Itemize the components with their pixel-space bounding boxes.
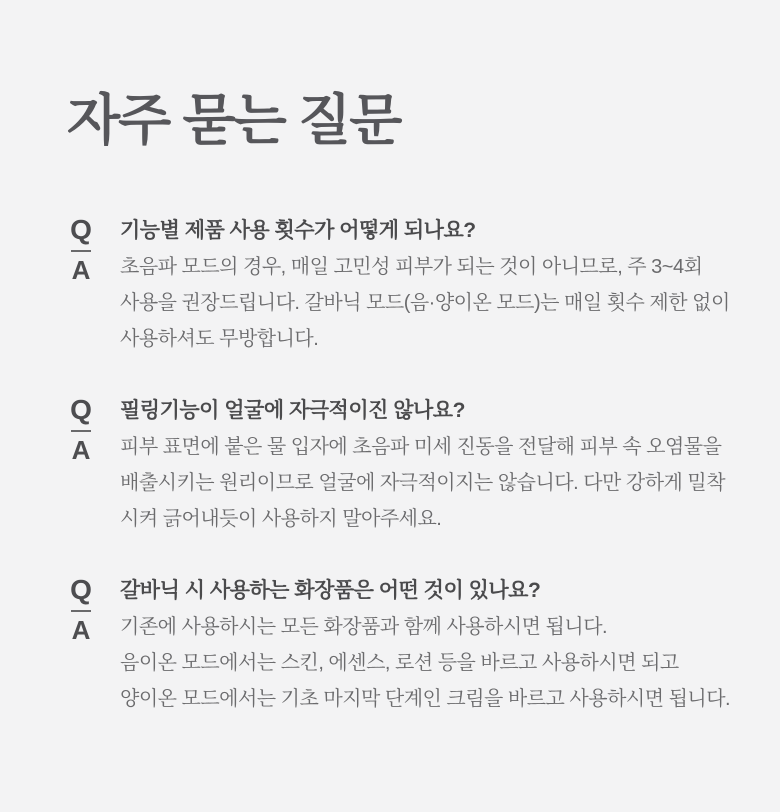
faq-item-3 <box>64 573 780 717</box>
answer-line: 사용을 권장드립니다. 갈바닉 모드(음·양이온 모드)는 매일 횟수 제한 없이 <box>120 291 730 314</box>
qa-content <box>120 393 730 537</box>
faq-item-2 <box>64 393 780 537</box>
qa-divider-line <box>71 430 91 432</box>
a-letter: A <box>71 614 91 645</box>
q-letter: Q <box>70 393 92 425</box>
a-letter: A <box>71 434 91 465</box>
faq-question: 갈바닉 시 사용하는 화장품은 어떤 것이 있나요? <box>120 578 541 602</box>
qa-divider-line <box>71 610 91 612</box>
faq-question: 기능별 제품 사용 횟수가 어떻게 되나요? <box>120 218 476 242</box>
answer-line: 초음파 모드의 경우, 매일 고민성 피부가 되는 것이 아니므로, 주 3~4회 <box>120 255 703 278</box>
qa-content <box>120 573 730 717</box>
answer-line: 음이온 모드에서는 스킨, 에센스, 로션 등을 바르고 사용하시면 되고 <box>120 651 679 674</box>
a-letter: A <box>71 254 91 285</box>
faq-answer <box>120 609 730 717</box>
answer-line: 시켜 긁어내듯이 사용하지 말아주세요. <box>120 507 442 530</box>
answer-line: 기존에 사용하시는 모든 화장품과 함께 사용하시면 됩니다. <box>120 615 608 638</box>
qa-content <box>120 213 730 357</box>
qa-marker <box>64 213 98 283</box>
page-title: 자주 묻는 질문 <box>67 89 401 151</box>
answer-line: 양이온 모드에서는 기초 마지막 단계인 크림을 바르고 사용하시면 됩니다. <box>120 687 731 710</box>
faq-list <box>0 213 780 717</box>
q-letter: Q <box>70 213 92 245</box>
faq-answer <box>120 249 730 357</box>
answer-line: 피부 표면에 붙은 물 입자에 초음파 미세 진동을 전달해 피부 속 오염물을 <box>120 435 722 458</box>
qa-divider-line <box>71 250 91 252</box>
qa-marker <box>64 393 98 463</box>
answer-line: 배출시키는 원리이므로 얼굴에 자극적이지는 않습니다. 다만 강하게 밀착 <box>120 471 726 494</box>
faq-question: 필링기능이 얼굴에 자극적이진 않나요? <box>120 398 465 422</box>
q-letter: Q <box>70 573 92 605</box>
answer-line: 사용하셔도 무방합니다. <box>120 327 319 350</box>
qa-marker <box>64 573 98 643</box>
faq-item-1 <box>64 213 780 357</box>
faq-answer <box>120 429 730 537</box>
